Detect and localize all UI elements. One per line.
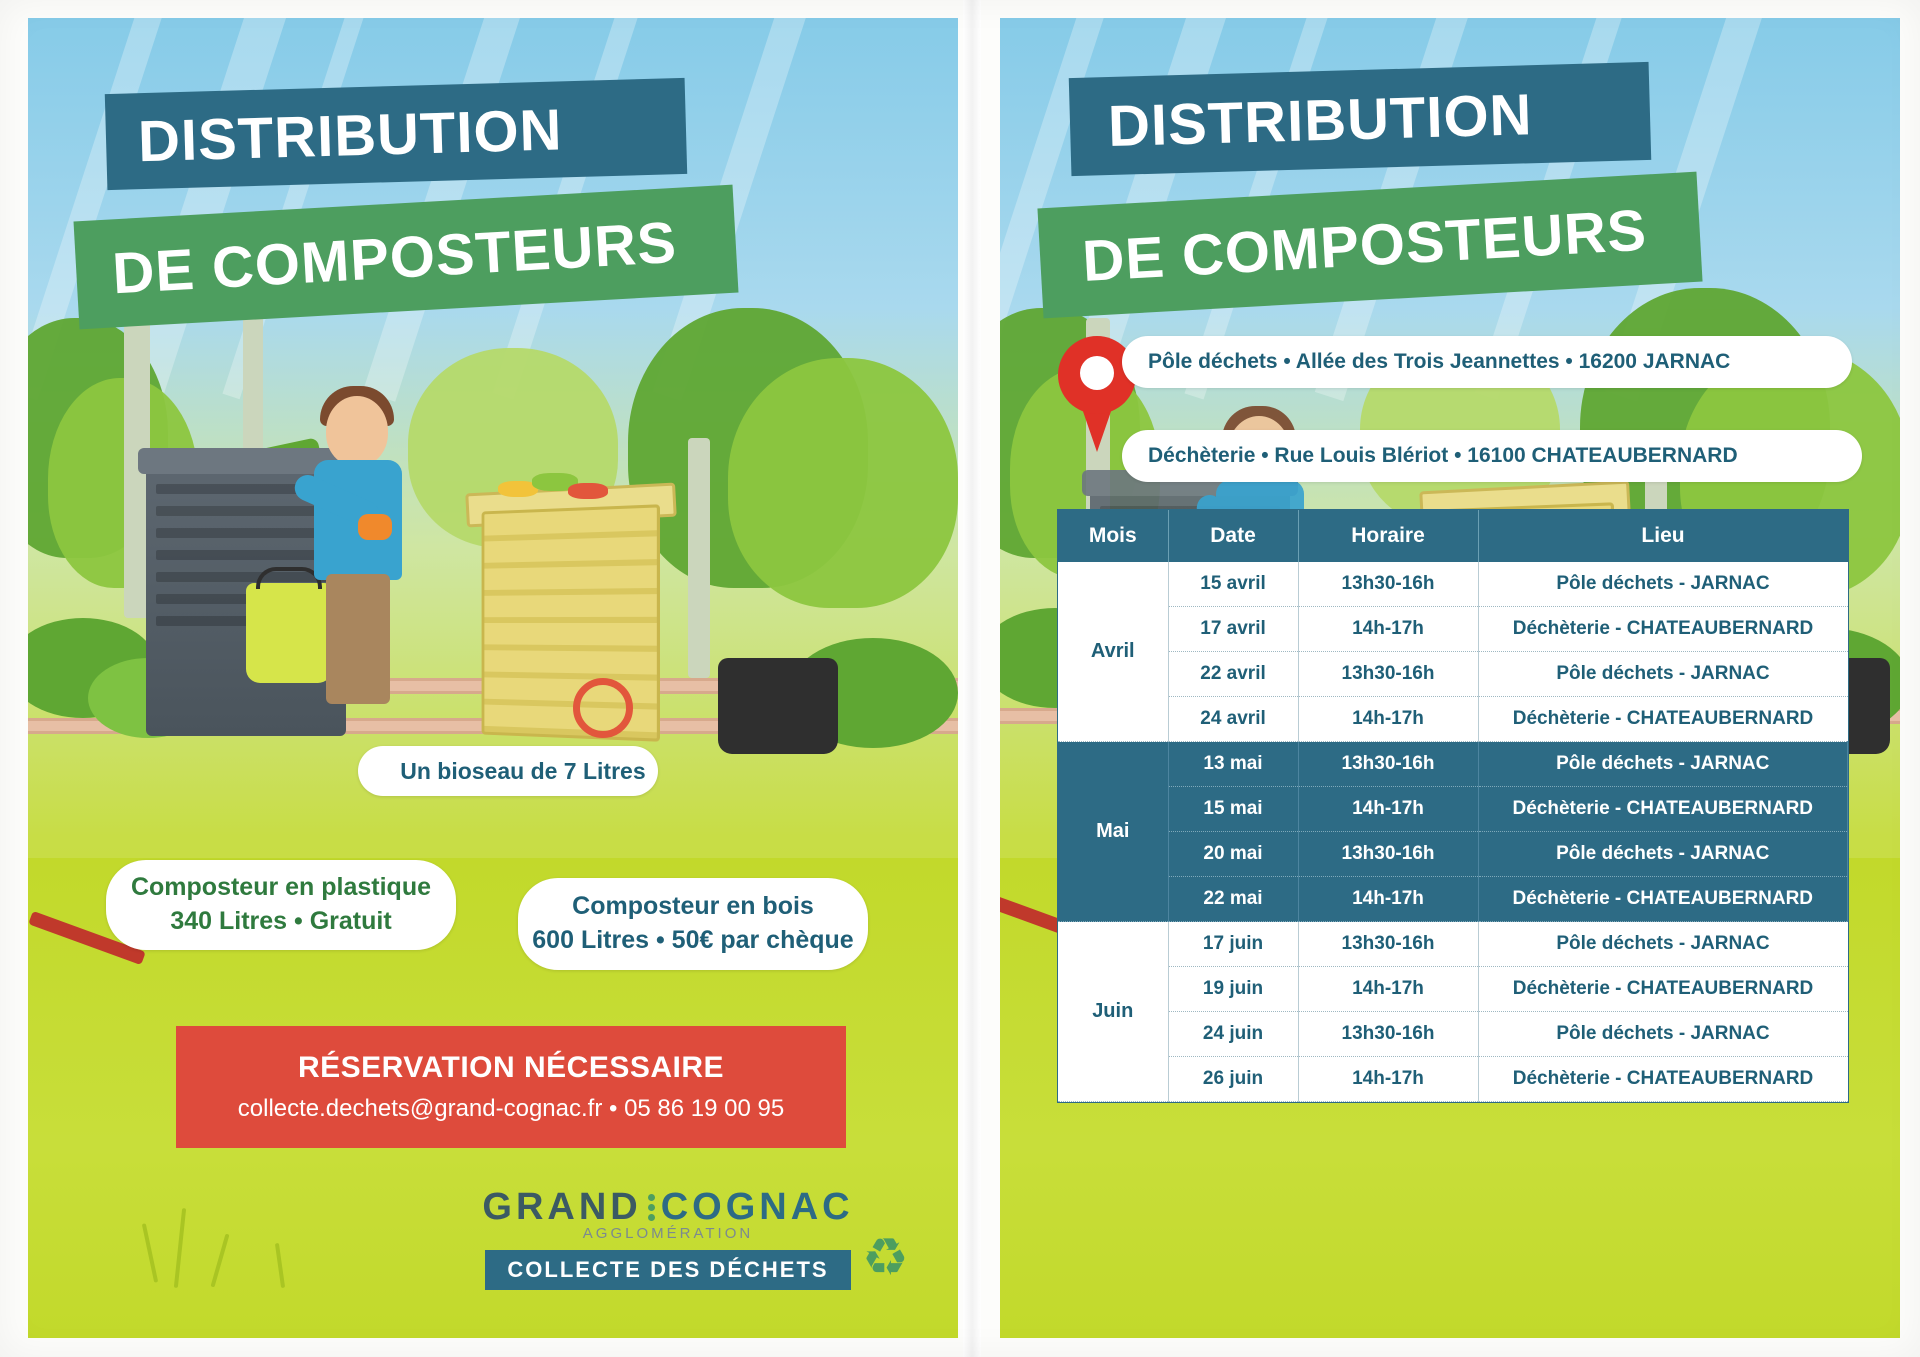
cell-time: 14h-17h — [1298, 1057, 1478, 1102]
cell-place: Pôle déchets - JARNAC — [1478, 832, 1848, 877]
header-horaire: Horaire — [1298, 510, 1478, 562]
cell-date: 19 juin — [1168, 967, 1298, 1012]
address-chateaubernard: Déchèterie • Rue Louis Blériot • 16100 CHATEAUBERNARD — [1122, 430, 1862, 482]
cell-date: 20 mai — [1168, 832, 1298, 877]
right-title-line2: DE COMPOSTEURS — [1080, 197, 1649, 294]
cell-place: Déchèterie - CHATEAUBERNARD — [1478, 1057, 1848, 1102]
cell-time: 14h-17h — [1298, 787, 1478, 832]
left-title-line1: DISTRIBUTION — [137, 96, 564, 174]
table-row — [1058, 922, 1848, 967]
recycle-icon: ♻ — [861, 1229, 909, 1287]
cell-date: 17 avril — [1168, 607, 1298, 652]
logo-dots-icon — [648, 1194, 655, 1221]
reservation-banner — [176, 1026, 846, 1148]
flyer-page-left — [28, 18, 958, 1338]
table-row — [1058, 742, 1848, 787]
cell-date: 22 avril — [1168, 652, 1298, 697]
cell-place: Déchèterie - CHATEAUBERNARD — [1478, 697, 1848, 742]
table-row — [1058, 832, 1848, 877]
bioseau-callout-label: Un bioseau de 7 Litres — [400, 757, 646, 784]
cell-time: 13h30-16h — [1298, 652, 1478, 697]
table-header-row — [1058, 510, 1848, 562]
cell-time: 13h30-16h — [1298, 562, 1478, 607]
table-row — [1058, 1057, 1848, 1102]
header-lieu: Lieu — [1478, 510, 1848, 562]
left-title-banner-primary — [105, 78, 687, 190]
wood-composter-illustration — [482, 504, 660, 741]
cell-time: 13h30-16h — [1298, 742, 1478, 787]
cell-date: 15 mai — [1168, 787, 1298, 832]
table-row — [1058, 697, 1848, 742]
left-title-banner-secondary — [74, 185, 739, 330]
cell-place: Pôle déchets - JARNAC — [1478, 1012, 1848, 1057]
watering-can-decoration — [718, 658, 838, 754]
right-title-banner-primary — [1069, 62, 1652, 176]
reservation-title: RÉSERVATION NÉCESSAIRE — [297, 1051, 725, 1084]
reservation-contact: collecte.dechets@grand-cognac.fr • 05 86 19 00 95 — [237, 1095, 785, 1122]
table-body — [1058, 562, 1848, 1102]
cell-time: 14h-17h — [1298, 697, 1478, 742]
cell-time: 13h30-16h — [1298, 922, 1478, 967]
right-title-banner-secondary — [1037, 172, 1702, 319]
flyer-page-right — [1000, 18, 1900, 1338]
waste-illustration — [498, 473, 618, 513]
cell-time: 14h-17h — [1298, 967, 1478, 1012]
cell-time: 13h30-16h — [1298, 1012, 1478, 1057]
address-jarnac: Pôle déchets • Allée des Trois Jeannettes • 16200 JARNAC — [1122, 336, 1852, 388]
tree-decoration — [728, 358, 958, 608]
plastic-composter-line2: 340 Litres • Gratuit — [170, 907, 392, 935]
cell-date: 26 juin — [1168, 1057, 1298, 1102]
page-gutter — [963, 0, 981, 1357]
hose-decoration — [573, 678, 633, 738]
distribution-schedule-table — [1058, 510, 1848, 1102]
cell-place: Pôle déchets - JARNAC — [1478, 562, 1848, 607]
cell-date: 24 avril — [1168, 697, 1298, 742]
cell-date: 15 avril — [1168, 562, 1298, 607]
cell-place: Pôle déchets - JARNAC — [1478, 922, 1848, 967]
wood-composter-callout — [518, 878, 868, 970]
cell-place: Déchèterie - CHATEAUBERNARD — [1478, 967, 1848, 1012]
cell-place: Déchèterie - CHATEAUBERNARD — [1478, 607, 1848, 652]
cell-month-juin: Juin — [1058, 922, 1168, 1102]
cell-time: 14h-17h — [1298, 607, 1478, 652]
cell-place: Déchèterie - CHATEAUBERNARD — [1478, 787, 1848, 832]
grand-cognac-logo — [468, 1186, 909, 1290]
cell-place: Pôle déchets - JARNAC — [1478, 652, 1848, 697]
cell-time: 14h-17h — [1298, 877, 1478, 922]
plastic-composter-callout — [106, 860, 456, 950]
logo-subtitle: AGGLOMÉRATION — [582, 1225, 754, 1242]
logo-collecte-bar: COLLECTE DES DÉCHETS — [485, 1250, 850, 1290]
cell-date: 24 juin — [1168, 1012, 1298, 1057]
cell-month-avril: Avril — [1058, 562, 1168, 742]
cell-date: 22 mai — [1168, 877, 1298, 922]
person-illustration — [298, 378, 428, 708]
table-row — [1058, 1012, 1848, 1057]
cell-date: 17 juin — [1168, 922, 1298, 967]
table-row — [1058, 787, 1848, 832]
table-row — [1058, 607, 1848, 652]
cell-place: Déchèterie - CHATEAUBERNARD — [1478, 877, 1848, 922]
cell-month-mai: Mai — [1058, 742, 1168, 922]
table-row — [1058, 877, 1848, 922]
plus-icon: + — [370, 751, 391, 790]
plastic-composter-line1: Composteur en plastique — [130, 873, 432, 902]
cell-place: Pôle déchets - JARNAC — [1478, 742, 1848, 787]
header-date: Date — [1168, 510, 1298, 562]
right-title-line1: DISTRIBUTION — [1107, 81, 1534, 159]
cell-date: 13 mai — [1168, 742, 1298, 787]
left-title-line2: DE COMPOSTEURS — [110, 209, 679, 306]
cell-time: 13h30-16h — [1298, 832, 1478, 877]
table-row — [1058, 967, 1848, 1012]
tree-trunk-decoration — [688, 438, 710, 678]
bioseau-callout — [358, 746, 658, 796]
table-row — [1058, 652, 1848, 697]
logo-cognac-text: COGNAC — [660, 1186, 854, 1228]
header-mois: Mois — [1058, 510, 1168, 562]
table-row — [1058, 562, 1848, 607]
wood-composter-line2: 600 Litres • 50€ par chèque — [532, 926, 854, 954]
logo-grand-text: GRAND — [482, 1186, 642, 1228]
wood-composter-line1: Composteur en bois — [572, 892, 814, 921]
